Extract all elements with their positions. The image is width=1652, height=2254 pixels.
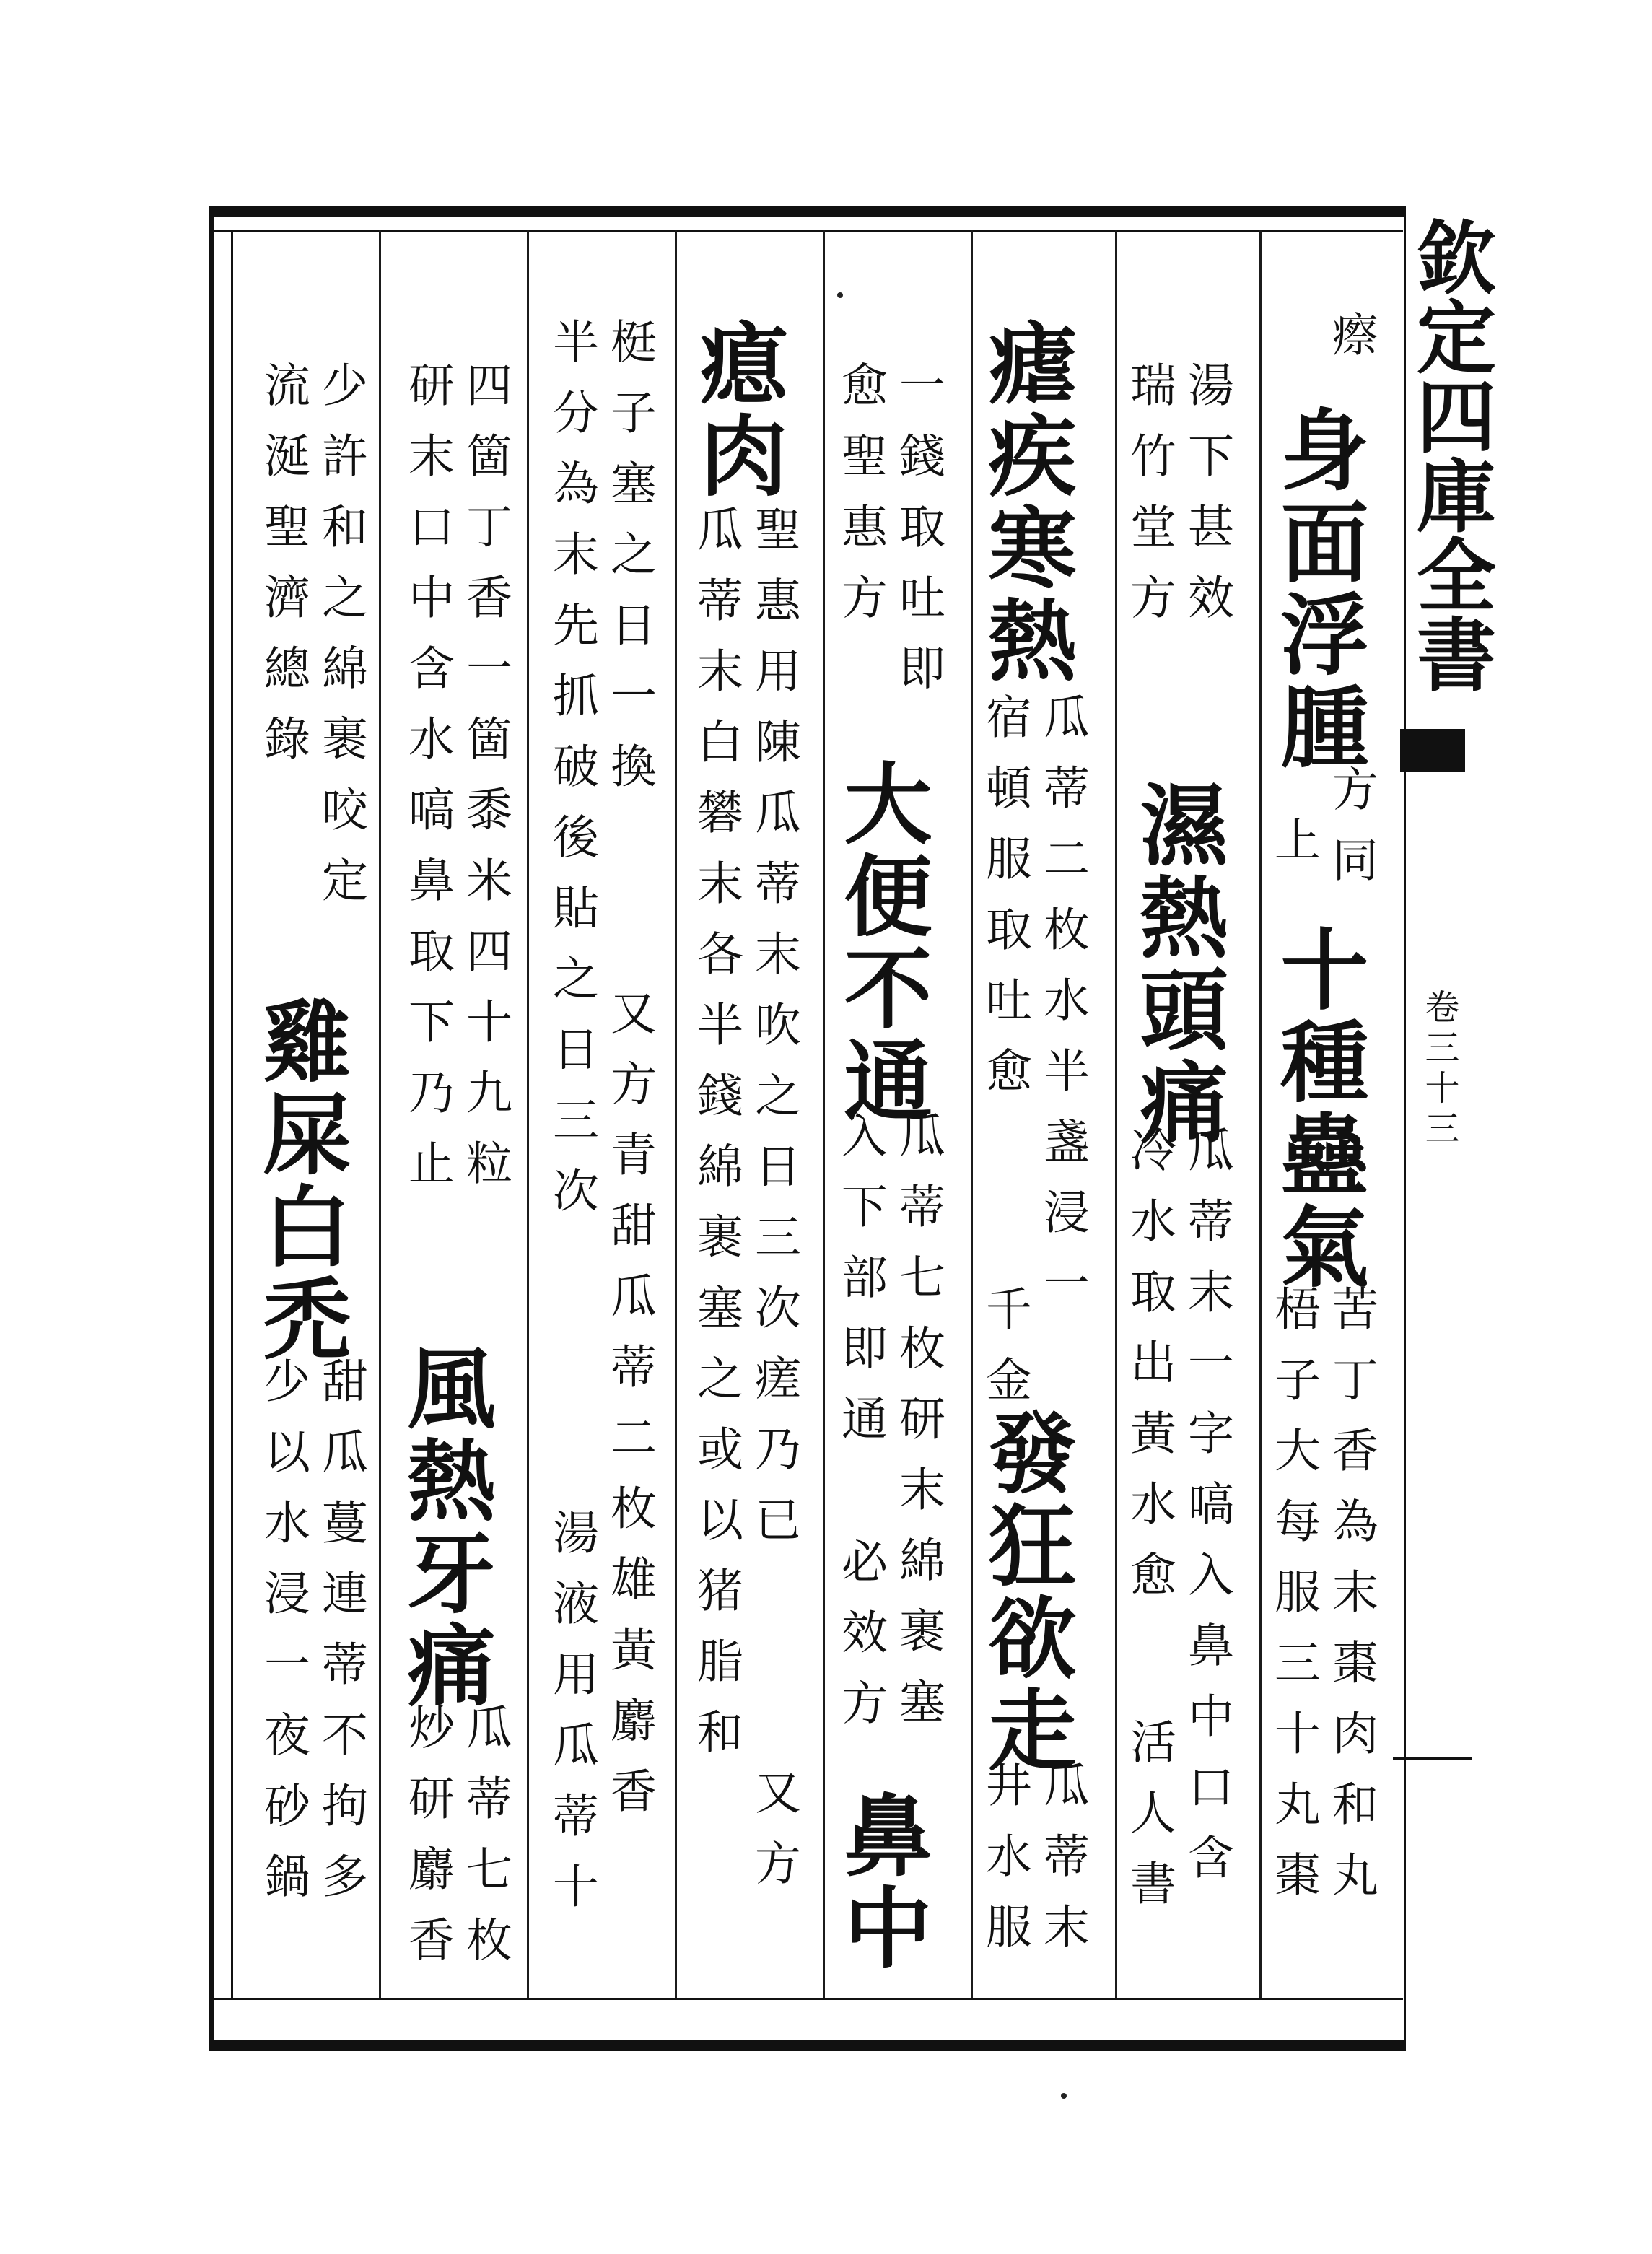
column-7-note-c: 瓜蒂七枚 — [458, 1703, 512, 1986]
column-1-note-a: 方同 — [1324, 765, 1378, 907]
column-1-note-c: 苦丁香為末棗肉和丸 — [1324, 1285, 1378, 1921]
column-7-note-a: 四箇丁香一箇黍米四十九粒 — [458, 361, 512, 1210]
ink-speck — [1061, 2093, 1067, 2099]
ink-speck — [837, 292, 843, 298]
column-rule — [971, 230, 973, 1998]
column-1-heading: 身面浮腫 — [1266, 404, 1370, 774]
column-3-heading-2: 發狂欲走 — [974, 1407, 1078, 1777]
column-6-note-c: 又方青甜瓜蒂二枚雄黃麝香 — [603, 989, 656, 1838]
column-4-note-c: 瓜蒂七枚研末綿裹塞 — [891, 1111, 945, 1748]
column-6-note-b: 半分為末先抓破後貼之日三次 — [545, 318, 598, 1237]
column-1-note-b: 上 — [1267, 816, 1320, 886]
column-2-source: 活人書 — [1122, 1718, 1176, 1930]
column-1-heading-2: 十種蠱氣 — [1266, 924, 1370, 1293]
column-2-heading: 濕熱頭痛 — [1125, 779, 1229, 1149]
frame-inner-left-rule — [231, 230, 233, 1998]
column-rule — [1259, 230, 1262, 1998]
column-4-note-d: 入下部即通 — [834, 1111, 887, 1465]
column-6-note-d: 湯液用瓜蒂十 — [545, 1508, 598, 1933]
column-3-heading: 瘧疾寒熱 — [974, 318, 1078, 687]
margin-rule — [1393, 1757, 1472, 1760]
column-5-note-b: 瓜蒂末白礬末各半錢綿裹塞之或以猪脂和 — [689, 505, 743, 1778]
column-5-note-a: 聖惠用陳瓜蒂末吹之日三次瘥乃已 — [747, 505, 800, 1566]
column-2-note-b: 瑞竹堂方 — [1122, 361, 1176, 644]
frame-inner-top-rule — [214, 230, 1403, 232]
column-rule — [527, 230, 529, 1998]
column-5-heading: 瘜肉 — [685, 318, 789, 502]
column-3-note-c: 瓜蒂末 — [1036, 1761, 1089, 1973]
column-2-note-c: 瓜蒂末一字嗃入鼻中口含 — [1180, 1126, 1233, 1904]
column-7-heading: 風熱牙痛 — [393, 1342, 497, 1712]
column-8-note-b: 流涎聖濟總錄 — [256, 361, 310, 785]
column-4-source: 必效方 — [834, 1537, 887, 1750]
column-2-note-a: 湯下甚效 — [1180, 361, 1233, 644]
column-3-note-a: 瓜蒂二枚水半盞浸一 — [1036, 693, 1089, 1329]
column-rule — [675, 230, 677, 1998]
column-4-note-a: 一錢取吐即 — [891, 361, 945, 715]
column-6-note-a: 梃子塞之日一換 — [603, 318, 656, 813]
column-3-source: 千金 — [978, 1285, 1031, 1426]
column-4-heading: 大便不通 — [829, 758, 933, 1127]
column-4-heading-2: 鼻中 — [829, 1790, 933, 1975]
column-5-source: 又方 — [747, 1768, 800, 1910]
column-4-note-b: 愈聖惠方 — [834, 361, 887, 644]
column-2-note-d: 冷水取出黃水愈 — [1122, 1126, 1176, 1621]
frame-inner-bottom-rule — [214, 1998, 1403, 2000]
column-8-heading: 雞屎白禿 — [248, 996, 352, 1366]
volume-label: 卷三十三 — [1419, 989, 1459, 1150]
column-1-head: 瘵 — [1324, 310, 1378, 381]
book-title: 欽定四庫全書 — [1404, 217, 1497, 693]
column-3-note-b: 宿頓服取吐愈 — [978, 693, 1031, 1117]
column-rule — [823, 230, 825, 1998]
column-7-note-d: 炒研麝香 — [401, 1703, 454, 1986]
column-3-note-d: 井水服 — [978, 1761, 1031, 1973]
fish-tail-mark — [1400, 729, 1465, 772]
column-8-note-a: 少許和之綿裹咬定 — [314, 361, 367, 927]
column-8-note-c: 甜瓜蔓連蒂不拘多 — [314, 1357, 367, 1923]
column-1-note-d: 梧子大每服三十丸棗 — [1267, 1285, 1320, 1921]
column-8-note-d: 少以水浸一夜砂鍋 — [256, 1357, 310, 1923]
column-rule — [379, 230, 381, 1998]
column-rule — [1115, 230, 1117, 1998]
column-7-note-b: 研末口中含水嗃鼻取下乃止 — [401, 361, 454, 1210]
